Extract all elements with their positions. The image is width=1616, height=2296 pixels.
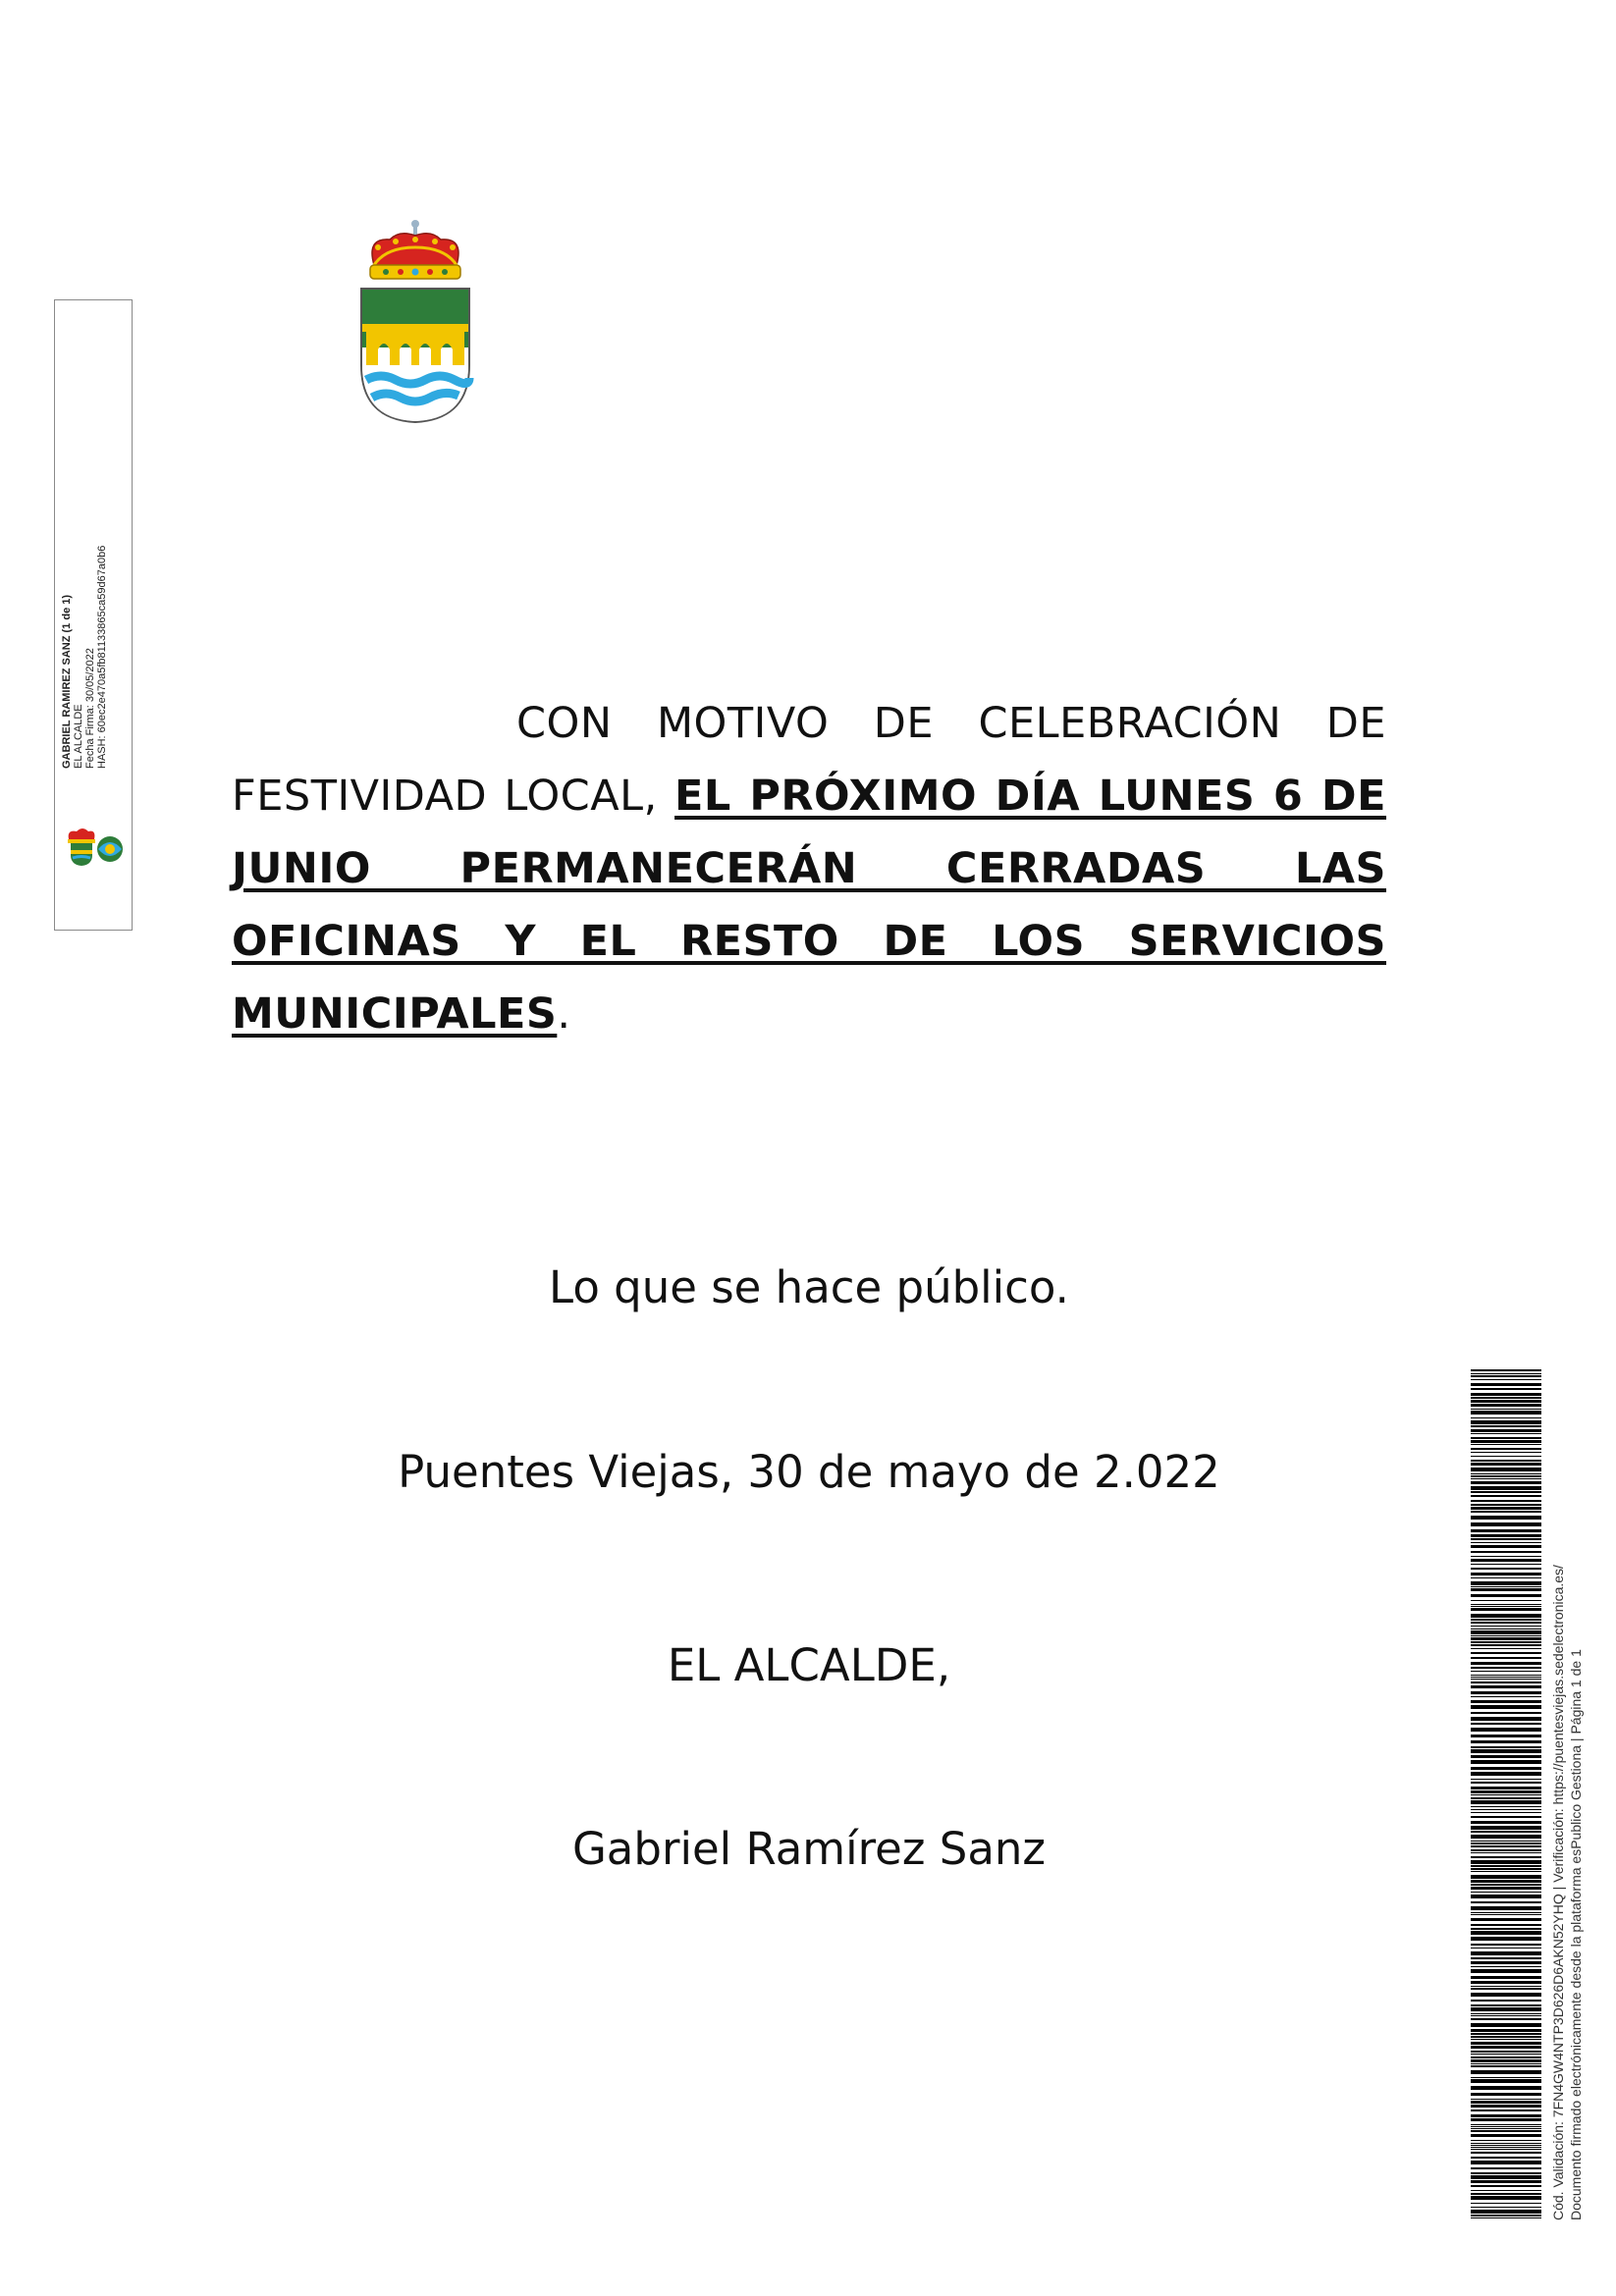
barcode-bar (1471, 1845, 1541, 1847)
barcode-bar (1471, 1880, 1541, 1883)
notice-lead: CON MOTIVO DE CELEBRACIÓN DE FESTIVIDAD LOCAL, (232, 699, 1386, 821)
barcode-bar (1471, 1475, 1541, 1477)
barcode-bar (1471, 1760, 1541, 1764)
barcode-bar (1471, 1961, 1541, 1964)
validation-barcode (1471, 1369, 1541, 2219)
barcode-bar (1471, 1504, 1541, 1506)
barcode-bar (1471, 1705, 1541, 1709)
barcode-bar (1471, 1516, 1541, 1520)
barcode-bar (1471, 1619, 1541, 1621)
barcode-bar (1471, 2128, 1541, 2129)
barcode-bar (1471, 2018, 1541, 2020)
barcode-bar (1471, 1816, 1541, 1818)
barcode-bar (1471, 1411, 1541, 1415)
barcode-bar (1471, 1696, 1541, 1697)
barcode-bar (1471, 1782, 1541, 1784)
barcode-bar (1471, 2210, 1541, 2214)
barcode-bar (1471, 1511, 1541, 1513)
signature-hash: HASH: 60ec2e470a5fb81133865ca59d67a0b6 (96, 545, 108, 769)
barcode-bar (1471, 1906, 1541, 1910)
barcode-bar (1471, 1429, 1541, 1432)
verification-code-line: Cód. Validación: 7FN4GW4NTP3D626D6AKN52YHQ | Verificación: https://puentesviejas.sedelectronica.es/ (1550, 1565, 1566, 2220)
barcode-bar (1471, 1473, 1541, 1474)
barcode-bar (1471, 1662, 1541, 1665)
signature-text (61, 376, 130, 769)
signature-date: Fecha Firma: 30/05/2022 (84, 648, 96, 769)
barcode-bar (1471, 1397, 1541, 1399)
barcode-bar (1471, 1648, 1541, 1649)
barcode-bar (1471, 2161, 1541, 2164)
barcode-bar (1471, 1388, 1541, 1390)
barcode-bar (1471, 1588, 1541, 1591)
barcode-bar (1471, 1460, 1541, 1462)
barcode-bar (1471, 2013, 1541, 2014)
barcode-bar (1471, 2099, 1541, 2100)
barcode-bar (1471, 1577, 1541, 1578)
barcode-bar (1471, 2167, 1541, 2169)
barcode-bar (1471, 1986, 1541, 1987)
barcode-bar (1471, 2007, 1541, 2011)
barcode-bar (1471, 1586, 1541, 1587)
barcode-bar (1471, 2093, 1541, 2096)
signatory-role: EL ALCALDE, (667, 1639, 951, 1691)
barcode-bar (1471, 1551, 1541, 1553)
barcode-bar (1471, 2140, 1541, 2141)
barcode-bar (1471, 2145, 1541, 2146)
barcode-bar (1471, 1559, 1541, 1562)
barcode-bar (1471, 2207, 1541, 2208)
barcode-bar (1471, 2036, 1541, 2038)
barcode-bar (1471, 1564, 1541, 1565)
barcode-bar (1471, 2126, 1541, 2127)
barcode-bar (1471, 2015, 1541, 2016)
barcode-bar (1471, 1981, 1541, 1984)
barcode-bar (1471, 1635, 1541, 1636)
municipal-logo (63, 826, 124, 869)
barcode-bar (1471, 2196, 1541, 2200)
barcode-bar (1471, 2118, 1541, 2121)
barcode-bar (1471, 1790, 1541, 1793)
barcode-bar (1471, 1957, 1541, 1959)
barcode-bar (1471, 1831, 1541, 1833)
barcode-bar (1471, 2042, 1541, 2045)
barcode-bar (1471, 2059, 1541, 2062)
barcode-bar (1471, 1717, 1541, 1721)
barcode-bar (1471, 1849, 1541, 1851)
barcode-bar (1471, 1841, 1541, 1842)
barcode-bar (1471, 2143, 1541, 2144)
barcode-bar (1471, 1538, 1541, 1540)
barcode-bar (1471, 2056, 1541, 2058)
barcode-bar (1471, 1500, 1541, 1502)
barcode-bar (1471, 1976, 1541, 1979)
barcode-bar (1471, 1712, 1541, 1714)
barcode-bar (1471, 1468, 1541, 1471)
barcode-bar (1471, 1931, 1541, 1935)
barcode-bar (1471, 1486, 1541, 1490)
barcode-bar (1471, 1918, 1541, 1921)
barcode-bar (1471, 2065, 1541, 2067)
barcode-bar (1471, 1652, 1541, 1654)
barcode-bar (1471, 2051, 1541, 2053)
barcode-bar (1471, 2109, 1541, 2111)
barcode-bar (1471, 2077, 1541, 2078)
barcode-bar (1471, 1641, 1541, 1643)
barcode-bar (1471, 1779, 1541, 1780)
barcode-bar (1471, 1928, 1541, 1930)
barcode-bar (1471, 1728, 1541, 1732)
barcode-bar (1471, 1425, 1541, 1427)
barcode-bar (1471, 1749, 1541, 1753)
notice-paragraph (232, 687, 1386, 1050)
barcode-bar (1471, 2203, 1541, 2204)
barcode-bar (1471, 1700, 1541, 1703)
barcode-bar (1471, 2101, 1541, 2104)
barcode-bar (1471, 2152, 1541, 2154)
barcode-bar (1471, 1393, 1541, 1396)
barcode-bar (1471, 1912, 1541, 1913)
barcode-bar (1471, 1383, 1541, 1386)
barcode-bar (1471, 2130, 1541, 2132)
barcode-bar (1471, 1966, 1541, 1967)
public-notice-line: Lo que se hace público. (549, 1261, 1069, 1313)
barcode-bar (1471, 1993, 1541, 1997)
barcode-bar (1471, 2063, 1541, 2064)
barcode-bar (1471, 1404, 1541, 1407)
barcode-bar (1471, 1787, 1541, 1789)
barcode-bar (1471, 2185, 1541, 2187)
barcode-bar (1471, 1507, 1541, 1510)
barcode-bar (1471, 1772, 1541, 1776)
barcode-bar (1471, 1626, 1541, 1627)
barcode-bar (1471, 1969, 1541, 1973)
barcode-bar (1471, 1806, 1541, 1807)
barcode-bar (1471, 2000, 1541, 2002)
barcode-bar (1471, 2157, 1541, 2159)
barcode-bar (1471, 1924, 1541, 1926)
barcode-bar (1471, 1740, 1541, 1743)
barcode-bar (1471, 1812, 1541, 1813)
barcode-bar (1471, 1657, 1541, 1659)
barcode-bar (1471, 2114, 1541, 2117)
barcode-bar (1471, 2215, 1541, 2216)
barcode-bar (1471, 1594, 1541, 1597)
barcode-bar (1471, 1542, 1541, 1543)
barcode-bar (1471, 1842, 1541, 1844)
barcode-bar (1471, 1495, 1541, 1497)
barcode-bar (1471, 1856, 1541, 1858)
barcode-bar (1471, 2029, 1541, 2032)
barcode-bar (1471, 1556, 1541, 1557)
crown-icon (370, 220, 460, 279)
barcode-bar (1471, 1644, 1541, 1646)
barcode-bar (1471, 1437, 1541, 1439)
barcode-bar (1471, 1767, 1541, 1770)
barcode-bar (1471, 2039, 1541, 2040)
notice-highlight: EL PRÓXIMO DÍA LUNES 6 DE JUNIO PERMANECERÁN CERRADAS LAS OFICINAS Y EL RESTO DE LOS SERVICIOS MUNICIPALES (232, 772, 1387, 1039)
barcode-bar (1471, 1821, 1541, 1824)
barcode-bar (1471, 1679, 1541, 1680)
signature-stamp (54, 299, 133, 931)
barcode-bar (1471, 1723, 1541, 1725)
barcode-bar (1471, 1481, 1541, 1484)
barcode-bar (1471, 1826, 1541, 1830)
barcode-bar (1471, 2105, 1541, 2108)
barcode-bar (1471, 1456, 1541, 1457)
barcode-bar (1471, 1797, 1541, 1799)
barcode-bar (1471, 1463, 1541, 1466)
shield-icon (361, 289, 469, 422)
barcode-bar (1471, 1630, 1541, 1634)
barcode-bar (1471, 1373, 1541, 1374)
signatory-name: Gabriel Ramírez Sanz (571, 1823, 1047, 1875)
verification-platform-line: Documento firmado electrónicamente desde la plataforma esPublico Gestiona | Página 1 de 1 (1568, 1649, 1584, 2220)
barcode-bar (1471, 1865, 1541, 1867)
verification-text (1549, 1337, 1589, 2220)
barcode-bar (1471, 1478, 1541, 1479)
barcode-bar (1471, 1600, 1541, 1601)
barcode-bar (1471, 1800, 1541, 1804)
barcode-bar (1471, 2149, 1541, 2150)
barcode-bar (1471, 1895, 1541, 1898)
barcode-bar (1471, 1835, 1541, 1839)
barcode-bar (1471, 1871, 1541, 1872)
barcode-bar (1471, 2054, 1541, 2055)
barcode-bar (1471, 2124, 1541, 2125)
barcode-bar (1471, 1529, 1541, 1532)
barcode-bar (1471, 1860, 1541, 1864)
barcode-bar (1471, 1379, 1541, 1380)
barcode-bar (1471, 1735, 1541, 1737)
place-date-line: Puentes Viejas, 30 de mayo de 2.022 (398, 1446, 1220, 1498)
barcode-bar (1471, 1622, 1541, 1624)
barcode-bar (1471, 1606, 1541, 1607)
barcode-bar (1471, 1440, 1541, 1443)
barcode-bar (1471, 1901, 1541, 1903)
barcode-bar (1471, 1604, 1541, 1605)
barcode-bar (1471, 1809, 1541, 1810)
barcode-bar (1471, 1685, 1541, 1688)
barcode-bar (1471, 2134, 1541, 2137)
barcode-bar (1471, 2046, 1541, 2049)
barcode-bar (1471, 1868, 1541, 1870)
barcode-bar (1471, 1755, 1541, 1758)
barcode-bar (1471, 1409, 1541, 1410)
barcode-bar (1471, 1444, 1541, 1445)
barcode-bar (1471, 1948, 1541, 1949)
barcode-bar (1471, 1568, 1541, 1570)
barcode-bar (1471, 1794, 1541, 1795)
notice-end: . (557, 989, 571, 1039)
barcode-bar (1471, 2175, 1541, 2179)
barcode-bar (1471, 1448, 1541, 1450)
barcode-bar (1471, 1614, 1541, 1618)
barcode-bar (1471, 2217, 1541, 2218)
barcode-bar (1471, 1417, 1541, 1418)
barcode-bar (1471, 1452, 1541, 1453)
barcode-bar (1471, 1892, 1541, 1893)
barcode-bar (1471, 2172, 1541, 2174)
signature-role: EL ALCALDE (73, 704, 84, 769)
barcode-bar (1471, 1637, 1541, 1640)
barcode-bar (1471, 1581, 1541, 1585)
barcode-bar (1471, 1677, 1541, 1678)
barcode-bar (1471, 1667, 1541, 1669)
barcode-bar (1471, 2180, 1541, 2183)
barcode-bar (1471, 1375, 1541, 1377)
barcode-bar (1471, 1951, 1541, 1955)
barcode-bar (1471, 1534, 1541, 1537)
barcode-bar (1471, 1746, 1541, 1748)
barcode-bar (1471, 1608, 1541, 1611)
barcode-bar (1471, 2070, 1541, 2074)
barcode-bar (1471, 1937, 1541, 1941)
barcode-bar (1471, 1400, 1541, 1403)
barcode-bar (1471, 1675, 1541, 1676)
barcode-bar (1471, 2193, 1541, 2195)
barcode-bar (1471, 1691, 1541, 1694)
barcode-bar (1471, 1545, 1541, 1548)
barcode-bar (1471, 1852, 1541, 1853)
barcode-bar (1471, 2033, 1541, 2035)
barcode-bar (1471, 1671, 1541, 1672)
barcode-bar (1471, 1944, 1541, 1946)
barcode-bar (1471, 1988, 1541, 1990)
barcode-bar (1471, 1433, 1541, 1434)
barcode-bar (1471, 1914, 1541, 1915)
barcode-bar (1471, 1573, 1541, 1575)
barcode-bar (1471, 1682, 1541, 1683)
barcode-bar (1471, 1887, 1541, 1890)
barcode-bar (1471, 2190, 1541, 2191)
signature-title: GABRIEL RAMIREZ SANZ (1 de 1) (61, 594, 73, 769)
barcode-bar (1471, 1420, 1541, 1424)
barcode-bar (1471, 1875, 1541, 1879)
coat-of-arms-logo (356, 218, 474, 424)
barcode-bar (1471, 1522, 1541, 1526)
barcode-bar (1471, 2004, 1541, 2006)
barcode-bar (1471, 1884, 1541, 1886)
barcode-bar (1471, 2079, 1541, 2083)
barcode-bar (1471, 2023, 1541, 2027)
barcode-bar (1471, 1491, 1541, 1493)
barcode-bar (1471, 2086, 1541, 2090)
barcode-bar (1471, 1369, 1541, 1371)
barcode-bar (1471, 2147, 1541, 2148)
